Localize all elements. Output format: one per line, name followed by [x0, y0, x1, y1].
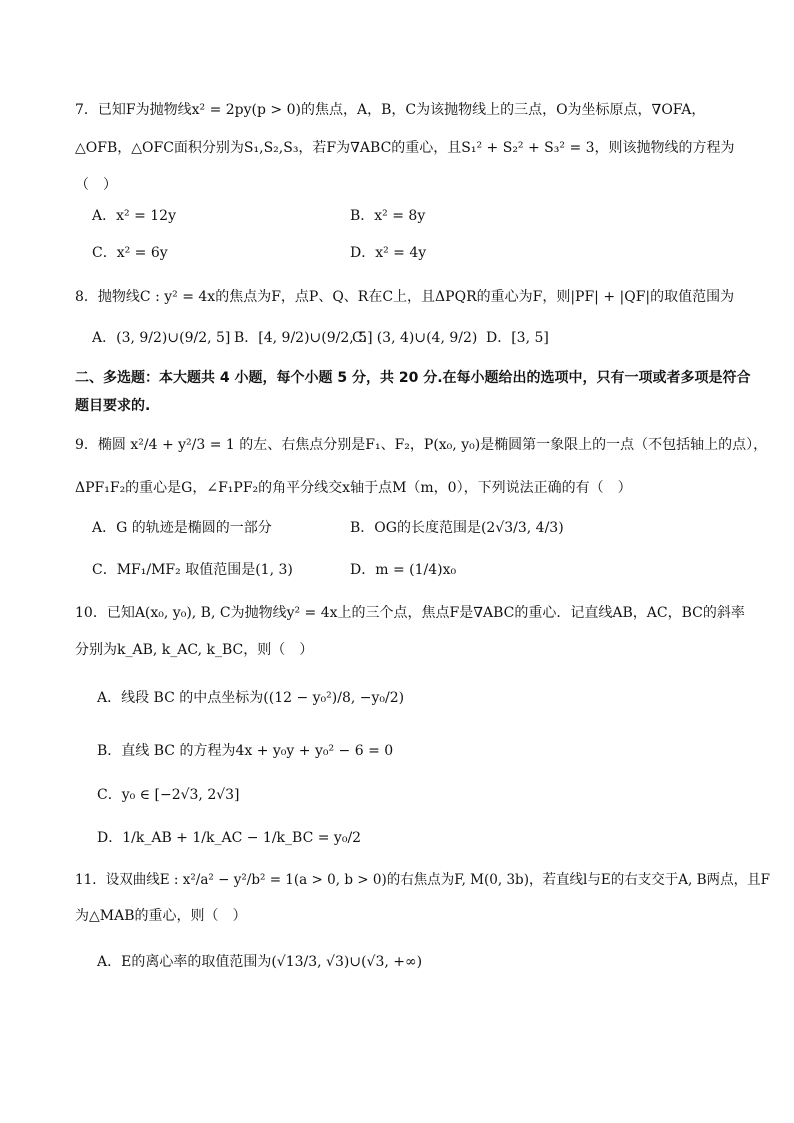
- q10-line-2: 分别为k_AB, k_AC, k_BC，则（ ）: [75, 642, 314, 658]
- section-heading-line-1: 二、多选题：本大题共 4 小题，每个小题 5 分，共 20 分.在每小题给出的选项中，只有一项或者多项是符合: [75, 370, 751, 386]
- q7-option-c: C．x² = 6y: [92, 245, 168, 261]
- q7-line-1: 7．已知F为抛物线x² = 2py(p > 0)的焦点，A，B，C为该抛物线上的三点，O为坐标原点，∇OFA，: [75, 102, 706, 118]
- q9-line-2: ΔPF₁F₂的重心是G，∠F₁PF₂的角平分线交x轴于点M（m，0），下列说法正确的有（ ）: [75, 480, 632, 496]
- q11-line-1: 11．设双曲线E : x²/a² − y²/b² = 1(a > 0, b > 0)的右焦点为F, M(0, 3b)，若直线l与E的右支交于A, B两点，且F: [75, 872, 770, 888]
- q10-line-1: 10．已知A(x₀, y₀), B, C为抛物线y² = 4x上的三个点，焦点F是∇ABC的重心．记直线AB，AC，BC的斜率: [75, 605, 745, 621]
- q11-option-a: A．E的离心率的取值范围为(√13/3, √3)∪(√3, +∞): [97, 954, 423, 970]
- q10-option-c: C．y₀ ∈ [−2√3, 2√3]: [97, 787, 240, 803]
- q7-option-a: A．x² = 12y: [92, 208, 176, 224]
- q9-line-1: 9．椭圆 x²/4 + y²/3 = 1 的左、右焦点分别是F₁、F₂，P(x₀, y₀)是椭圆第一象限上的一点（不包括轴上的点），: [75, 437, 768, 453]
- q8-option-a: A．(3, 9/2)∪(9/2, 5]: [92, 330, 231, 346]
- q10-option-b: B．直线 BC 的方程为4x + y₀y + y₀² − 6 = 0: [97, 743, 394, 759]
- q9-option-a: A．G 的轨迹是椭圆的一部分: [92, 520, 272, 536]
- q8-option-c: C．(3, 4)∪(4, 9/2): [352, 330, 478, 346]
- q7-line-3: （ ）: [75, 177, 117, 193]
- q10-option-a: A．线段 BC 的中点坐标为((12 − y₀²)/8, −y₀/2): [97, 690, 405, 706]
- q7-line-2: △OFB，△OFC面积分别为S₁,S₂,S₃，若F为∇ABC的重心，且S₁² + S₂² + S₃² = 3，则该抛物线的方程为: [75, 140, 735, 156]
- q7-option-b: B．x² = 8y: [350, 208, 426, 224]
- q7-option-d: D．x² = 4y: [350, 245, 427, 261]
- q9-option-b: B．OG的长度范围是(2√3/3, 4/3): [350, 520, 564, 536]
- q11-line-2: 为△MAB的重心，则（ ）: [75, 908, 247, 924]
- section-heading-line-2: 题目要求的.: [75, 398, 151, 414]
- q10-option-d: D．1/k_AB + 1/k_AC − 1/k_BC = y₀/2: [97, 830, 362, 846]
- q9-option-c: C．MF₁/MF₂ 取值范围是(1, 3): [92, 562, 293, 578]
- q9-option-d: D．m = (1/4)x₀: [350, 562, 457, 578]
- q8-option-b: B．[4, 9/2)∪(9/2, 5]: [234, 330, 373, 346]
- q8-option-d: D．[3, 5]: [486, 330, 549, 346]
- q8-line-1: 8．抛物线C : y² = 4x的焦点为F，点P、Q、R在C上，且ΔPQR的重心为F，则|PF| + |QF|的取值范围为: [75, 289, 735, 305]
